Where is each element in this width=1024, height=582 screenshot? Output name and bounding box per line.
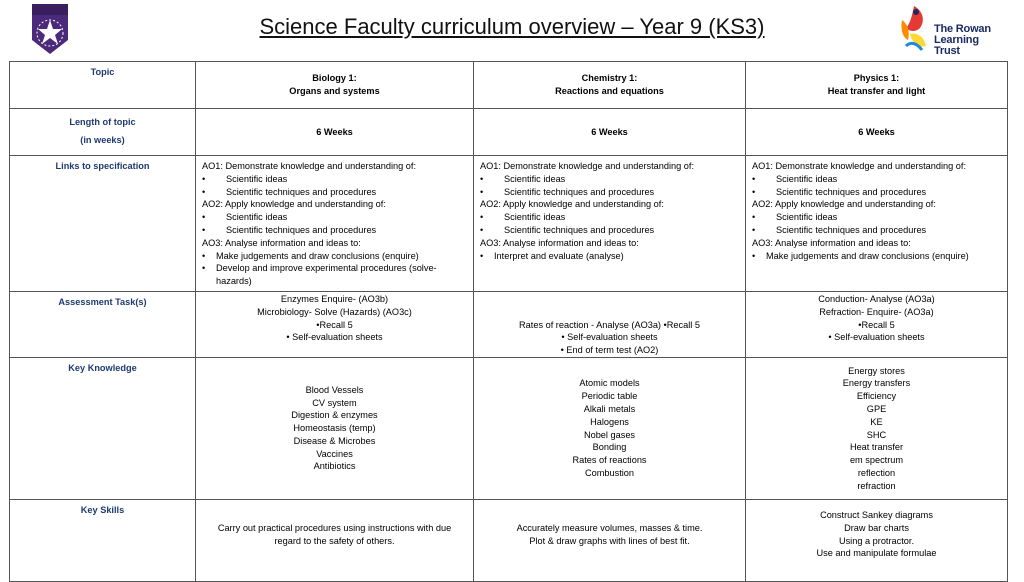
spec-ao3-list bbox=[202, 250, 469, 288]
physics-title: Physics 1: bbox=[853, 73, 900, 84]
biology-spec bbox=[196, 156, 474, 292]
skill-item: Construct Sankey diagrams bbox=[820, 510, 933, 520]
knowledge-item: GPE bbox=[866, 403, 887, 414]
knowledge-item: Rates of reactions bbox=[572, 455, 647, 466]
assessment-line: • End of term test (AO2) bbox=[560, 345, 659, 356]
row-label-assessment: Assessment Task(s) bbox=[10, 292, 196, 358]
list-item: • Scientific ideas bbox=[752, 211, 1003, 224]
trust-logo-text: The Rowan Learning Trust bbox=[934, 23, 991, 57]
knowledge-item: Disease & Microbes bbox=[293, 435, 376, 446]
spec-ao1-list bbox=[202, 173, 469, 199]
biology-knowledge bbox=[196, 358, 474, 500]
knowledge-item: SHC bbox=[866, 429, 887, 440]
list-item: • Scientific techniques and procedures bbox=[752, 224, 1003, 237]
list-item: • Make judgements and draw conclusions (enquire) bbox=[202, 250, 469, 263]
skill-item: Plot & draw graphs with lines of best fit. bbox=[529, 535, 690, 546]
list-item: • Scientific ideas bbox=[480, 173, 741, 186]
knowledge-item: Atomic models bbox=[579, 378, 640, 389]
knowledge-item: Combustion bbox=[584, 467, 635, 478]
chemistry-skills bbox=[474, 500, 746, 582]
spec-ao3-list bbox=[752, 250, 1003, 263]
knowledge-item: Digestion & enzymes bbox=[291, 410, 378, 421]
assessment-line: Conduction- Analyse (AO3a) bbox=[818, 294, 935, 304]
biology-title: Biology 1: bbox=[312, 73, 357, 84]
assessment-line: Rates of reaction - Analyse (AO3a) •Recall 5 bbox=[519, 319, 700, 330]
spec-ao3: AO3: Analyse information and ideas to: bbox=[480, 237, 639, 248]
curriculum-table bbox=[9, 61, 1008, 582]
chemistry-weeks: 6 Weeks bbox=[474, 109, 746, 156]
assessment-line: •Recall 5 bbox=[858, 319, 895, 330]
table-row-topic bbox=[10, 62, 1008, 109]
physics-weeks: 6 Weeks bbox=[746, 109, 1008, 156]
spec-ao3-list bbox=[480, 250, 741, 263]
skill-item: Draw bar charts bbox=[844, 522, 909, 533]
list-item: • Scientific ideas bbox=[202, 211, 469, 224]
knowledge-item: Vaccines bbox=[316, 448, 353, 459]
physics-subtitle: Heat transfer and light bbox=[827, 86, 926, 96]
knowledge-item: KE bbox=[870, 416, 883, 427]
spec-ao2: AO2: Apply knowledge and understanding of: bbox=[202, 199, 386, 210]
biology-subtitle: Organs and systems bbox=[289, 86, 380, 96]
physics-spec bbox=[746, 156, 1008, 292]
knowledge-item: Homeostasis (temp) bbox=[293, 423, 376, 434]
row-label-links: Links to specification bbox=[10, 156, 196, 292]
table-row-assessment bbox=[10, 292, 1008, 358]
list-item: • Develop and improve experimental procedures (solve-hazards) bbox=[202, 262, 469, 288]
physics-assessment bbox=[746, 292, 1008, 358]
row-label-skills: Key Skills bbox=[10, 500, 196, 582]
assessment-line: Refraction- Enquire- (AO3a) bbox=[819, 306, 934, 317]
page-title: Science Faculty curriculum overview – Year 9 (KS3) bbox=[259, 14, 765, 39]
biology-weeks: 6 Weeks bbox=[196, 109, 474, 156]
chemistry-assessment bbox=[474, 292, 746, 358]
spec-ao1: AO1: Demonstrate knowledge and understanding of: bbox=[202, 161, 416, 171]
assessment-line: Enzymes Enquire- (AO3b) bbox=[280, 294, 389, 304]
spec-ao1: AO1: Demonstrate knowledge and understanding of: bbox=[752, 161, 966, 171]
biology-topic-header bbox=[196, 62, 474, 109]
list-item: • Scientific techniques and procedures bbox=[752, 186, 1003, 199]
assessment-line: • Self-evaluation sheets bbox=[286, 332, 383, 343]
list-item: • Scientific ideas bbox=[480, 211, 741, 224]
assessment-line: • Self-evaluation sheets bbox=[828, 332, 925, 343]
knowledge-item: CV system bbox=[312, 397, 357, 408]
chemistry-subtitle: Reactions and equations bbox=[555, 86, 664, 96]
table-row-links bbox=[10, 156, 1008, 292]
list-item: • Scientific techniques and procedures bbox=[202, 186, 469, 199]
skill-item: Accurately measure volumes, masses & time. bbox=[516, 523, 703, 533]
knowledge-item: Heat transfer bbox=[849, 442, 904, 453]
knowledge-item: Energy stores bbox=[848, 365, 905, 376]
physics-skills bbox=[746, 500, 1008, 582]
knowledge-item: reflection bbox=[857, 467, 896, 478]
list-item: • Scientific techniques and procedures bbox=[480, 224, 741, 237]
list-item: • Scientific techniques and procedures bbox=[202, 224, 469, 237]
knowledge-item: Blood Vessels bbox=[305, 384, 364, 395]
row-label-knowledge: Key Knowledge bbox=[10, 358, 196, 500]
list-item: • Interpret and evaluate (analyse) bbox=[480, 250, 741, 263]
knowledge-item: Nobel gases bbox=[583, 429, 636, 440]
knowledge-item: Alkali metals bbox=[583, 403, 636, 414]
spec-ao3: AO3: Analyse information and ideas to: bbox=[202, 237, 361, 248]
list-item: • Scientific ideas bbox=[202, 173, 469, 186]
table-row-skills bbox=[10, 500, 1008, 582]
knowledge-item: em spectrum bbox=[849, 455, 904, 466]
assessment-line: •Recall 5 bbox=[316, 319, 353, 330]
knowledge-item: Halogens bbox=[590, 416, 629, 427]
skill-item: Carry out practical procedures using instructions with due regard to the safety of others. bbox=[217, 523, 452, 546]
row-label-length: Length of topic (in weeks) bbox=[10, 109, 196, 156]
page-header bbox=[0, 0, 1024, 60]
table-row-knowledge bbox=[10, 358, 1008, 500]
list-item: • Scientific techniques and procedures bbox=[480, 186, 741, 199]
spec-ao3: AO3: Analyse information and ideas to: bbox=[752, 237, 911, 248]
knowledge-item: Efficiency bbox=[856, 391, 897, 402]
physics-topic-header bbox=[746, 62, 1008, 109]
chemistry-title: Chemistry 1: bbox=[581, 73, 638, 84]
chemistry-knowledge bbox=[474, 358, 746, 500]
physics-knowledge bbox=[746, 358, 1008, 500]
chemistry-topic-header bbox=[474, 62, 746, 109]
knowledge-item: Energy transfers bbox=[842, 378, 911, 389]
biology-skills bbox=[196, 500, 474, 582]
knowledge-item: refraction bbox=[857, 480, 896, 491]
spec-ao2: AO2: Apply knowledge and understanding of: bbox=[480, 199, 664, 210]
row-label-topic: Topic bbox=[10, 62, 196, 109]
spec-ao1-list bbox=[480, 173, 741, 199]
skill-item: Using a protractor. bbox=[838, 535, 915, 546]
biology-assessment bbox=[196, 292, 474, 358]
table-row-length bbox=[10, 109, 1008, 156]
list-item: • Scientific ideas bbox=[752, 173, 1003, 186]
knowledge-item: Bonding bbox=[592, 442, 627, 453]
knowledge-item: Antibiotics bbox=[313, 461, 356, 472]
spec-ao2-list bbox=[752, 211, 1003, 237]
spec-ao2-list bbox=[480, 211, 741, 237]
chemistry-spec bbox=[474, 156, 746, 292]
spec-ao1: AO1: Demonstrate knowledge and understanding of: bbox=[480, 161, 694, 171]
knowledge-item: Periodic table bbox=[581, 391, 638, 402]
assessment-line: Microbiology- Solve (Hazards) (AO3c) bbox=[257, 306, 412, 317]
spec-ao2-list bbox=[202, 211, 469, 237]
assessment-line: • Self-evaluation sheets bbox=[561, 332, 658, 343]
list-item: • Make judgements and draw conclusions (enquire) bbox=[752, 250, 1003, 263]
spec-ao2: AO2: Apply knowledge and understanding of: bbox=[752, 199, 936, 210]
trust-logo bbox=[896, 2, 1006, 57]
spec-ao1-list bbox=[752, 173, 1003, 199]
skill-item: Use and manipulate formulae bbox=[816, 548, 937, 559]
